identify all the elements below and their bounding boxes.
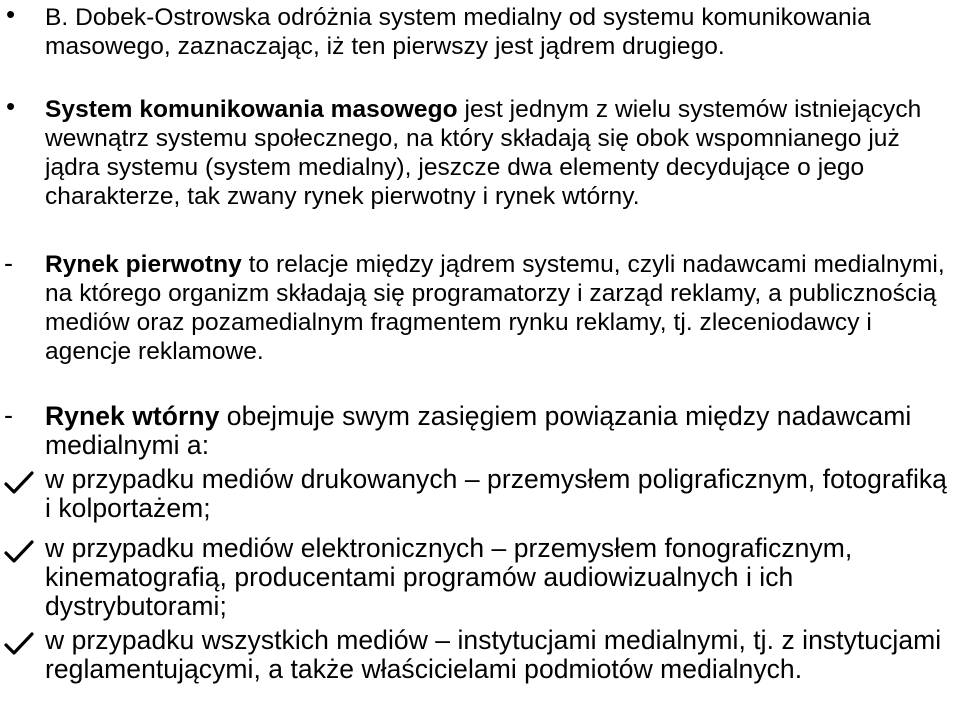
- list-item-body: jest jednym z wielu systemów istniejących wewnątrz systemu społecznego, na który składają się obok wspomnianego już jądra systemu (system medialny), jeszcze dwa elementy decydujące o jego charakterze, tak zwany rynek pierwotny i rynek wtórny.: [45, 96, 922, 210]
- list-item: [0, 465, 950, 523]
- dash-marker: -: [4, 400, 13, 430]
- list-item-body: B. Dobek-Ostrowska odróżnia system medialny od systemu komunikowania masowego, zaznaczając, iż ten pierwszy jest jądrem drugiego.: [45, 4, 871, 60]
- list-item: [0, 402, 950, 461]
- check-icon: [4, 632, 34, 656]
- bullet-marker: •: [6, 0, 16, 29]
- list-item: [0, 91, 950, 211]
- list-item-text: [45, 3, 950, 61]
- list-item-body: w przypadku wszystkich mediów – instytucjami medialnymi, tj. z instytucjami reglamentującymi, a także właścicielami podmiotów medialnych.: [45, 625, 942, 684]
- check-icon: [4, 471, 34, 495]
- check-icon: [4, 540, 34, 564]
- list-item-text: [45, 250, 950, 366]
- list-item-bold: Rynek wtórny: [45, 401, 220, 431]
- list-item-text: [45, 402, 950, 461]
- list-item-body: to relacje między jądrem systemu, czyli nadawcami medialnymi, na którego organizm składają się programatorzy i zarząd reklamy, a publicznością mediów oraz pozamedialnym fragmentem rynku reklamy, tj. zleceniodawcy i agencje reklamowe.: [45, 251, 945, 365]
- list-item-body: w przypadku mediów drukowanych – przemysłem poligraficznym, fotografiką i kolportażem;: [45, 464, 947, 523]
- list-item-body: w przypadku mediów elektronicznych – przemysłem fonograficznym, kinematografią, producentami programów audiowizualnych i ich dystrybutorami;: [45, 533, 853, 621]
- dash-marker: -: [4, 248, 13, 278]
- list-item-text: [45, 95, 950, 211]
- bullet-marker: •: [6, 91, 16, 121]
- list-item: [0, 0, 950, 61]
- list-item-body: obejmuje swym zasięgiem powiązania między nadawcami medialnymi a:: [45, 401, 912, 461]
- list-item: [0, 534, 950, 621]
- list-item: [0, 626, 950, 684]
- list-item-text: [45, 465, 950, 523]
- list-item: [0, 250, 950, 366]
- list-item-bold: System komunikowania masowego: [45, 96, 458, 123]
- list-item-bold: Rynek pierwotny: [45, 251, 242, 278]
- list-item-text: [45, 534, 950, 621]
- list-item-text: [45, 626, 950, 684]
